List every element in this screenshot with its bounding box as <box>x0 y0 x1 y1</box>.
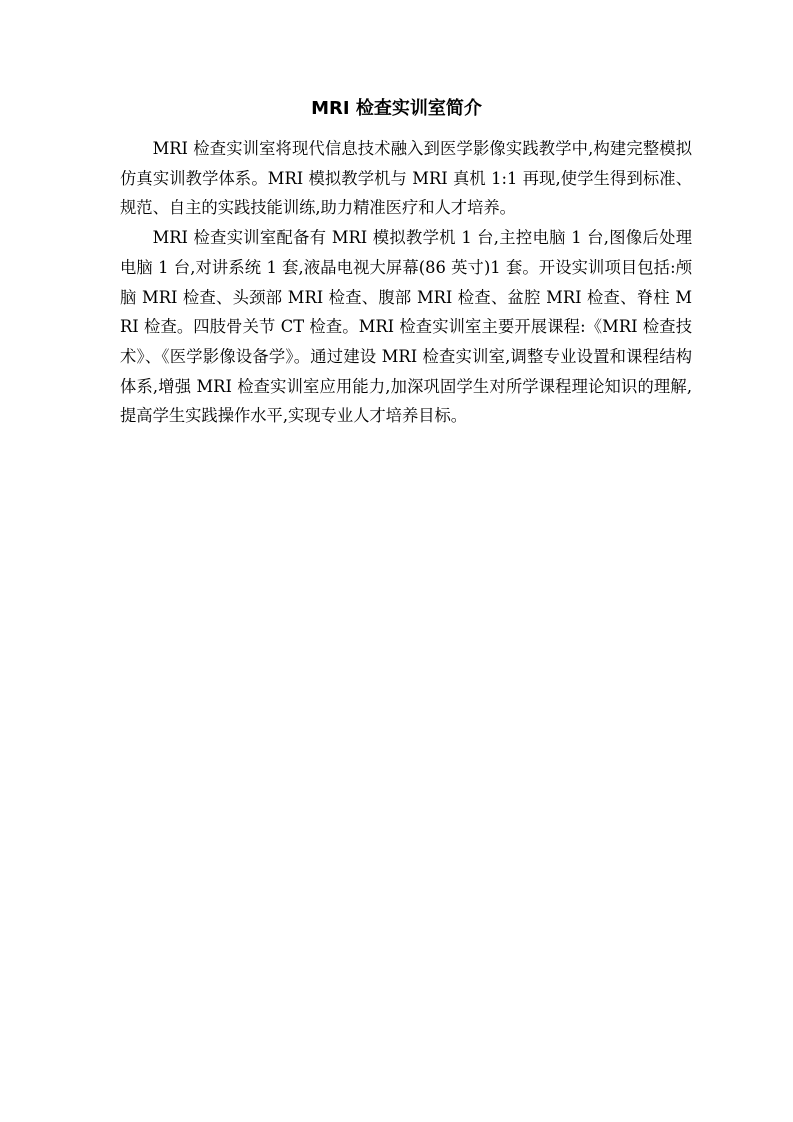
paragraph-intro: MRI 检查实训室将现代信息技术融入到医学影像实践教学中,构建完整模拟仿真实训教学体系。MRI 模拟教学机与 MRI 真机 1:1 再现,使学生得到标准、规范、自主的实践技能训练,助力精准医疗和人才培养。 <box>120 139 692 218</box>
document-title: MRI 检查实训室简介 <box>311 98 482 119</box>
document-body <box>120 134 692 431</box>
paragraph-equipment: MRI 检查实训室配备有 MRI 模拟教学机 1 台,主控电脑 1 台,图像后处理电脑 1 台,对讲系统 1 套,液晶电视大屏幕(86 英寸)1 套。开设实训项目包括:颅脑 MRI 检查、头颈部 MRI 检查、腹部 MRI 检查、盆腔 MRI 检查、脊柱 MRI 检查。四肢骨关节 CT 检查。MRI 检查实训室主要开展课程:《MRI 检查技术》、《医学影像设备学》。通过建设 MRI 检查实训室,调整专业设置和课程结构体系,增强 MRI 检查实训室应用能力,加深巩固学生对所学课程理论知识的理解,提高学生实践操作水平,实现专业人才培养目标。 <box>120 228 692 426</box>
